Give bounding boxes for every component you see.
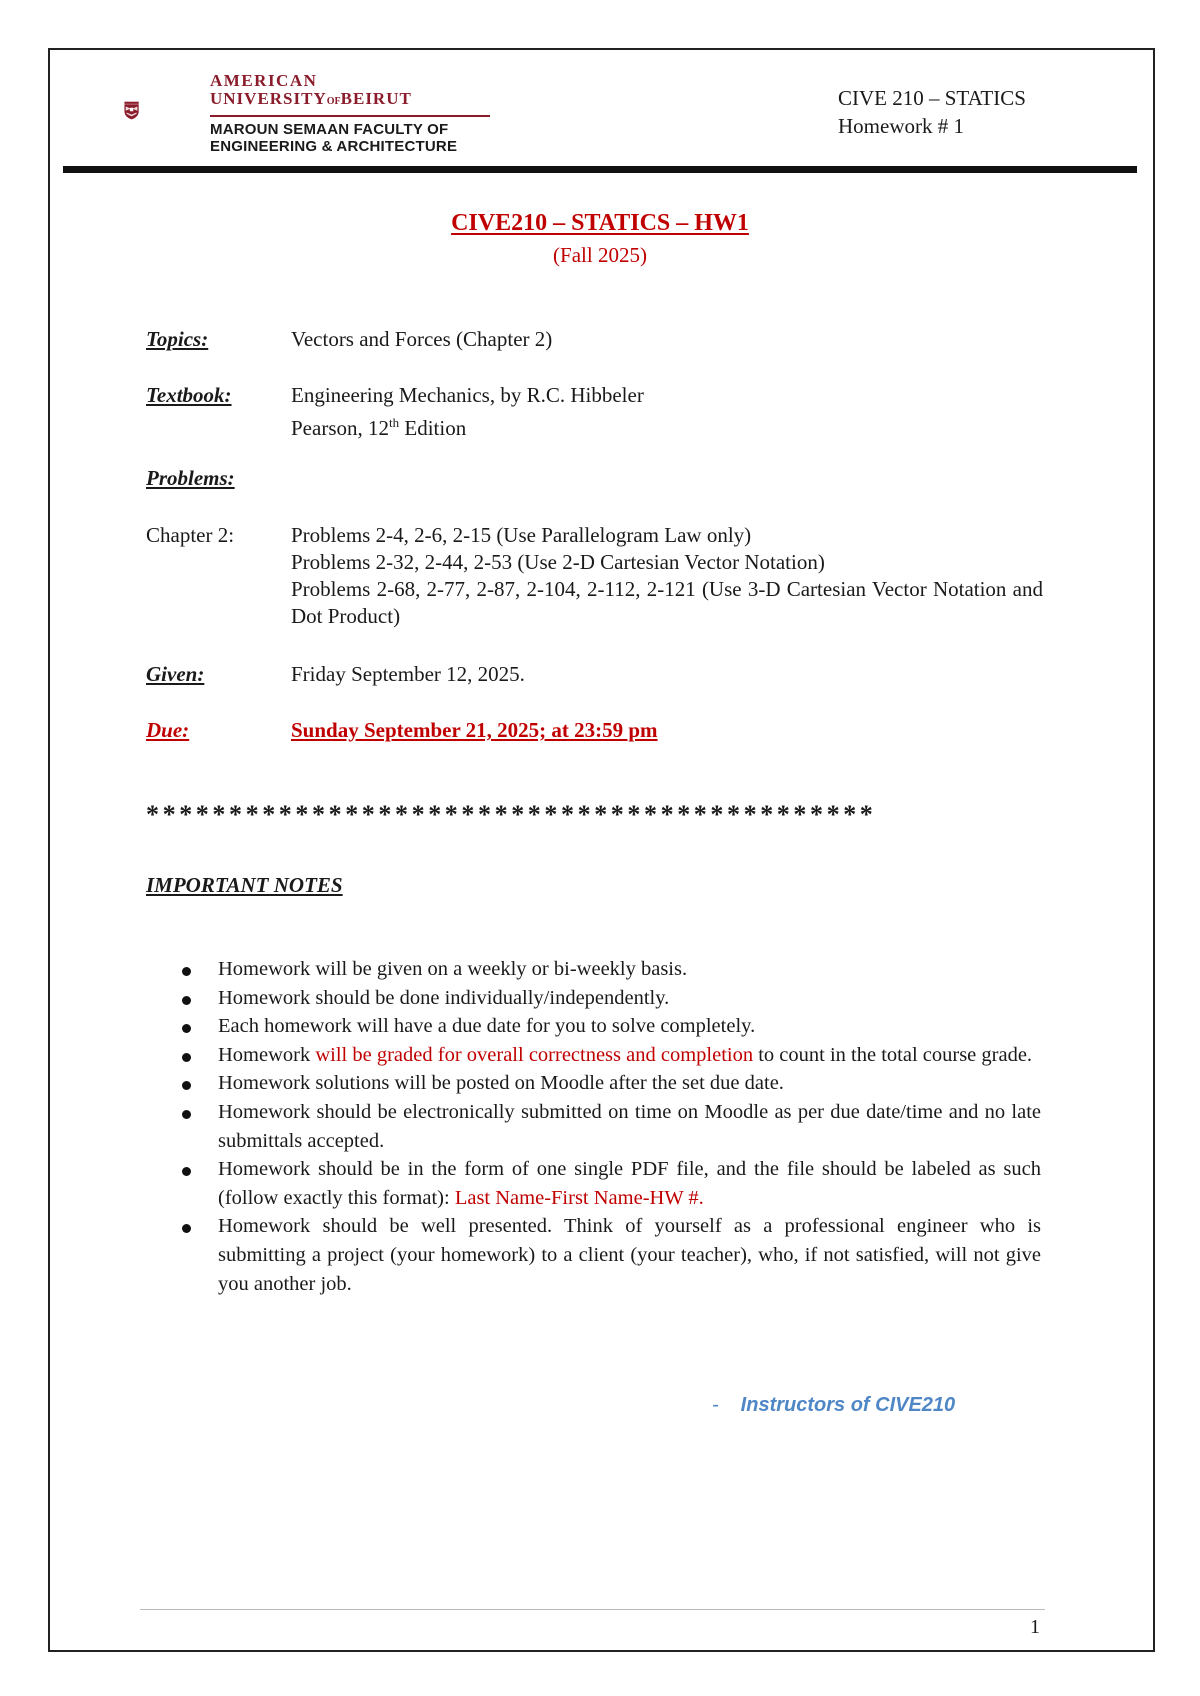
note-text: Homework should be done individually/independently.: [218, 986, 670, 1009]
problems-label: Problems:: [146, 466, 235, 490]
chapter-problems: [291, 522, 1071, 630]
logo-divider: [210, 115, 490, 117]
university-name-line2: [210, 90, 490, 111]
bullet-icon: [182, 996, 191, 1005]
textbook-value: [291, 382, 1071, 442]
due-label: Due:: [146, 718, 190, 742]
bullet-icon: [182, 1024, 191, 1033]
given-row: [146, 661, 1071, 688]
list-item: [146, 1012, 1041, 1041]
list-item: [146, 1098, 1041, 1155]
textbook-edition-pre: Pearson, 12: [291, 416, 389, 440]
list-item: [146, 1069, 1041, 1098]
university-logo-text: [210, 72, 490, 155]
note-highlight: Last Name-First Name-HW #.: [454, 1186, 704, 1209]
problems-line1: Problems 2-4, 2-6, 2-15 (Use Parallelogram Law only): [291, 523, 752, 547]
list-item: [146, 1041, 1041, 1070]
notes-heading: IMPORTANT NOTES: [146, 873, 343, 897]
topics-label: Topics:: [146, 327, 209, 351]
due-value: Sunday September 21, 2025; at 23:59 pm: [291, 718, 658, 742]
given-label: Given:: [146, 662, 205, 686]
note-text: Homework should be electronically submitted on time on Moodle as per due date/time and no late submittals accepted.: [218, 1100, 1041, 1152]
note-text: Homework should be well presented. Think of yourself as a professional engineer who is submitting a project (your homework) to a client (your teacher), who, if not satisfied, will not give you another job.: [218, 1215, 1041, 1295]
note-text: Each homework will have a due date for you to solve completely.: [218, 1015, 756, 1038]
chapter-label: Chapter 2:: [146, 523, 235, 547]
homework-number: Homework # 1: [838, 114, 964, 138]
note-text: to count in the total course grade.: [753, 1043, 1033, 1066]
note-highlight: will be graded for overall correctness and completion: [315, 1043, 754, 1066]
cedar-icon: [130, 108, 133, 111]
notes-list: [146, 955, 1041, 1298]
problems-line3: Problems 2-68, 2-77, 2-87, 2-104, 2-112, 2-121 (Use 3-D Cartesian Vector Notation and Dot Product): [291, 577, 1043, 628]
separator-stars: ********************************************: [146, 800, 877, 829]
faculty-line1: MAROUN SEMAAN FACULTY OF: [210, 121, 449, 138]
document-title: CIVE210 – STATICS – HW1: [451, 210, 749, 236]
signature-dash: -: [712, 1394, 719, 1416]
list-item: [146, 984, 1041, 1013]
problems-heading-row: [146, 465, 291, 492]
topics-row: [146, 326, 1071, 353]
given-value: Friday September 12, 2025.: [291, 662, 525, 686]
page-border: [48, 48, 1155, 1652]
note-text: Homework solutions will be posted on Moodle after the set due date.: [218, 1072, 784, 1095]
textbook-row: [146, 382, 1071, 442]
bullet-icon: [182, 1167, 191, 1176]
topics-value: Vectors and Forces (Chapter 2): [291, 327, 553, 351]
note-text: Homework: [218, 1043, 316, 1066]
signature-text: Instructors of CIVE210: [740, 1394, 956, 1416]
course-header: [838, 84, 1026, 140]
list-item: [146, 1212, 1041, 1298]
faculty-line2: ENGINEERING & ARCHITECTURE: [210, 138, 458, 155]
university-city: BEIRUT: [340, 89, 412, 108]
footer-divider: [140, 1609, 1045, 1610]
bullet-icon: [182, 1053, 191, 1062]
bullet-icon: [182, 1081, 191, 1090]
bullet-icon: [182, 967, 191, 976]
note-text: Homework will be given on a weekly or bi-weekly basis.: [218, 958, 688, 980]
bullet-icon: [182, 1110, 191, 1119]
due-row: [146, 717, 1071, 744]
logo-banner: [124, 102, 138, 104]
course-code: CIVE 210 – STATICS: [838, 86, 1026, 110]
chapter-row: [146, 522, 1071, 630]
note-text: Homework should be in the form of one single PDF file, and the file should be labeled as such (follow exactly this format):: [218, 1158, 1041, 1209]
textbook-label: Textbook:: [146, 383, 232, 407]
aub-logo: [124, 70, 204, 152]
university-name-line1: AMERICAN: [210, 71, 318, 90]
page-number: 1: [1030, 1616, 1040, 1638]
list-item: [146, 955, 1041, 984]
university-of: OF: [326, 96, 341, 107]
list-item: [146, 1155, 1041, 1212]
shield-icon: [124, 104, 138, 119]
university-word: UNIVERSITY: [210, 89, 327, 108]
textbook-edition-post: Edition: [399, 416, 467, 440]
header-divider: [63, 166, 1137, 173]
signature: [712, 1394, 955, 1417]
bullet-icon: [182, 1224, 191, 1233]
textbook-line1: Engineering Mechanics, by R.C. Hibbeler: [291, 383, 644, 407]
problems-line2: Problems 2-32, 2-44, 2-53 (Use 2-D Cartesian Vector Notation): [291, 550, 825, 574]
textbook-edition-sup: th: [389, 415, 400, 430]
document-term: (Fall 2025): [553, 243, 647, 267]
